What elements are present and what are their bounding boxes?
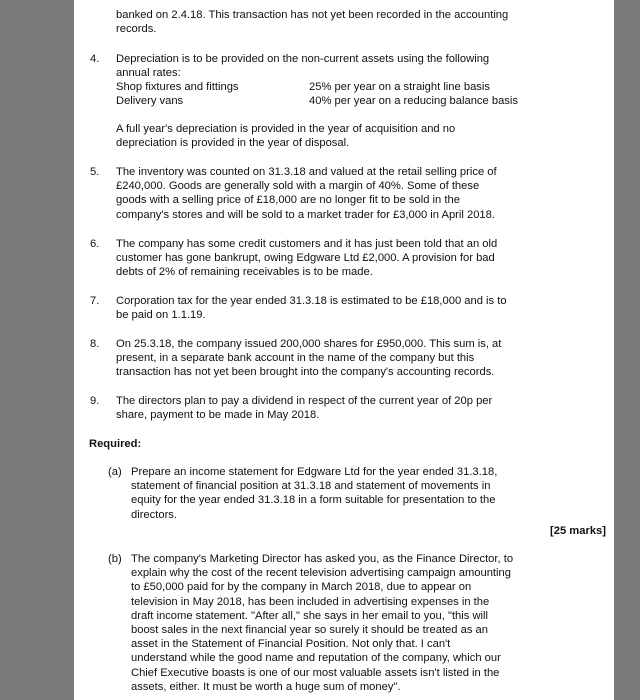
text-line: The company has some credit customers and it has just been told that an old (116, 238, 498, 250)
part-a-text (131, 465, 497, 522)
text-line: On 25.3.18, the company issued 200,000 shares for £950,000. This sum is, at (116, 338, 502, 350)
item-7-text (116, 294, 507, 322)
part-b-text (131, 552, 513, 694)
asset-rate: 40% per year on a reducing balance basis (309, 95, 518, 108)
item-number: 8. (90, 338, 100, 350)
text-line: explain why the cost of the recent television advertising campaign amounting (131, 567, 511, 580)
text-line: be paid on 1.1.19. (116, 309, 206, 322)
text-line: share, payment to be made in May 2018. (116, 409, 320, 422)
rate-row (116, 80, 490, 94)
asset-name: Delivery vans (116, 95, 184, 108)
text-line: Chief Executive boasts is one of our most valuable assets isn't listed in the (131, 666, 500, 679)
part-label: (a) (108, 466, 122, 478)
text-line: The directors plan to pay a dividend in respect of the current year of 20p per (116, 395, 493, 407)
text-line: records. (116, 23, 157, 36)
text-line: draft income statement. "After all," she says in her email to you, "this will (131, 609, 489, 622)
item-5-text (116, 165, 497, 222)
text-line: goods with a selling price of £18,000 are no longer fit to be sold in the (116, 194, 460, 207)
text-line: assets, either. It must be worth a huge sum of money". (131, 680, 401, 693)
text-line: A full year's depreciation is provided in the year of acquisition and no (116, 123, 456, 135)
item-number: 5. (90, 166, 100, 178)
item-9-text (116, 394, 492, 422)
continued-paragraph (116, 8, 508, 36)
text-line: customer has gone bankrupt, owing Edgware Ltd £2,000. A provision for bad (116, 252, 495, 265)
text-line: transaction has not yet been brought into the company's accounting records. (116, 366, 495, 379)
text-line: The inventory was counted on 31.3.18 and valued at the retail selling price of (116, 166, 497, 178)
asset-rate: 25% per year on a straight line basis (309, 81, 490, 93)
part-label: (b) (108, 553, 122, 565)
text-line: equity for the year ended 31.3.18 in a form suitable for presentation to the (131, 494, 496, 507)
text-line: statement of financial position at 31.3.18 and statement of movements in (131, 480, 491, 493)
text-line: understand while the good name and reputation of the company, which our (131, 652, 501, 665)
item-number: 7. (90, 295, 100, 307)
item-number: 4. (90, 53, 100, 65)
text-line: boost sales in the next financial year so surely it should be treated as an (131, 624, 488, 637)
text-line: depreciation is provided in the year of disposal. (116, 137, 350, 150)
text-line: directors. (131, 508, 178, 521)
text-line: £240,000. Goods are generally sold with a margin of 40%. Some of these (116, 180, 480, 193)
text-line: Corporation tax for the year ended 31.3.18 is estimated to be £18,000 and is to (116, 295, 507, 307)
document-page (74, 0, 614, 700)
item-4-text (116, 52, 489, 80)
item-number: 9. (90, 395, 100, 407)
depreciation-note (116, 122, 455, 150)
depreciation-rates-table (116, 80, 518, 108)
text-line: Depreciation is to be provided on the non-current assets using the following (116, 53, 490, 65)
item-number: 6. (90, 238, 100, 250)
text-line: asset in the Statement of Financial Position. Not only that. I can't (131, 638, 451, 651)
text-line: The company's Marketing Director has asked you, as the Finance Director, to (131, 553, 514, 565)
rate-row (116, 94, 518, 108)
text-line: Prepare an income statement for Edgware Ltd for the year ended 31.3.18, (131, 466, 498, 478)
text-line: debts of 2% of remaining receivables is to be made. (116, 266, 373, 279)
required-heading: Required: (89, 438, 142, 450)
text-line: present, in a separate bank account in the name of the company but this (116, 352, 475, 365)
text-line: to £50,000 paid for by the company in March 2018, due to appear on (131, 581, 472, 594)
text-line: banked on 2.4.18. This transaction has not yet been recorded in the accounting (116, 9, 509, 21)
item-8-text (116, 337, 501, 380)
text-line: annual rates: (116, 67, 181, 80)
text-line: television in May 2018, has been included in advertising expenses in the (131, 595, 490, 608)
asset-name: Shop fixtures and fittings (116, 81, 239, 93)
item-6-text (116, 237, 497, 280)
part-a-marks: [25 marks] (550, 525, 606, 537)
text-line: company's stores and will be sold to a market trader for £3,000 in April 2018. (116, 208, 495, 221)
